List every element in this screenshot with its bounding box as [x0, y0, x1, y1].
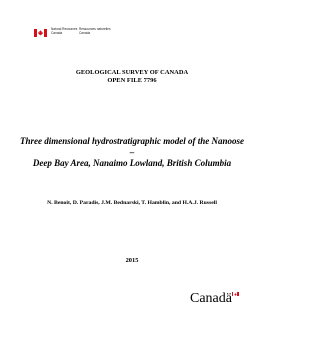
publication-year: 2015: [125, 257, 139, 264]
title-line2: Deep Bay Area, Nanaimo Lowland, British Columbia: [32, 158, 232, 168]
french-name-line2: Canada: [79, 31, 91, 35]
english-name-line1: Natural Resources: [51, 27, 78, 31]
department-name-english: [51, 27, 79, 35]
maple-leaf-icon: [38, 30, 43, 36]
open-file-number: OPEN FILE 7796: [107, 77, 157, 84]
department-name-french: [79, 27, 111, 35]
authors: N. Benoit, D. Paradis, J.M. Bednarski, T. Hamblin, and H.A.J. Russell: [47, 200, 217, 206]
wordmark-flag-right-bar: [237, 292, 239, 296]
title-line1: Three dimensional hydrostratigraphic model of the Nanoose –: [20, 136, 245, 157]
french-name-line1: Ressources naturelles: [79, 27, 111, 31]
english-name-line2: Canada: [51, 31, 63, 35]
survey-name: GEOLOGICAL SURVEY OF CANADA: [75, 69, 189, 76]
flag-right-bar: [44, 29, 47, 37]
wordmark-flag-center: [233, 292, 237, 296]
wordmark-text: Canadä: [190, 291, 232, 306]
canada-flag-icon: [34, 29, 47, 37]
department-names: [51, 27, 111, 35]
survey-heading: [0, 69, 264, 85]
document-title: [20, 136, 244, 169]
flag-center: [37, 29, 44, 37]
wordmark-maple-leaf-icon: [234, 293, 237, 296]
canada-wordmark: [190, 291, 239, 307]
canada-wordmark-flag-icon: [232, 292, 239, 296]
government-signature: [34, 27, 111, 37]
